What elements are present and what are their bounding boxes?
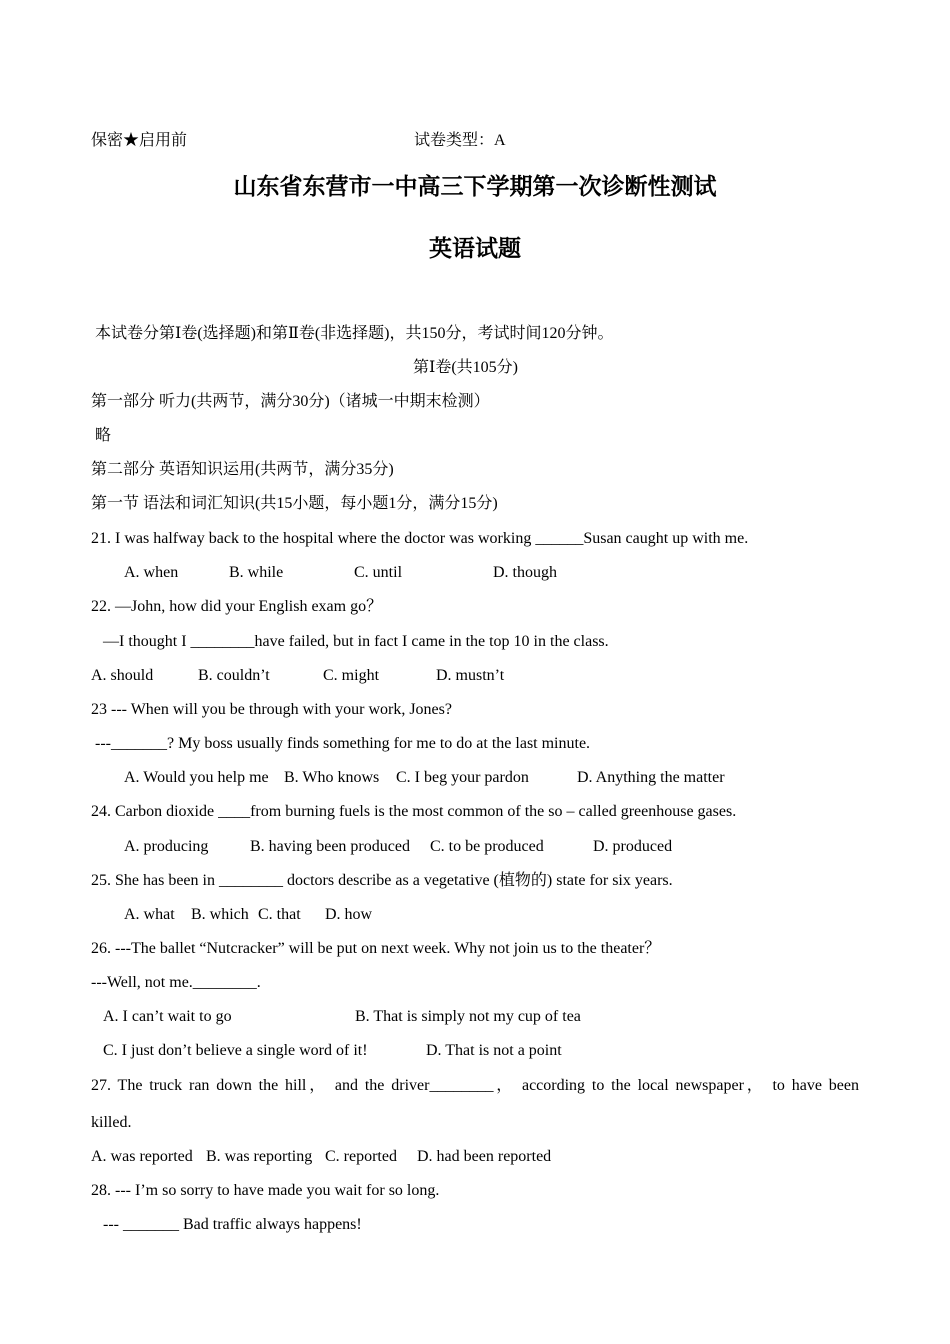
q22-option-a: A. should <box>91 667 154 684</box>
question-22-response: —I thought I ________have failed, but in fact I came in the top 10 in the class. <box>103 633 609 650</box>
part1-heading: 第一部分 听力(共两节，满分30分)（诸城一中期末检测） <box>91 393 490 410</box>
page-subtitle: 英语试题 <box>429 236 521 262</box>
question-25-stem: 25. She has been in ________ doctors describe as a vegetative (植物的) state for six years. <box>91 872 673 889</box>
q23-option-d: D. Anything the matter <box>577 769 725 786</box>
q27-option-a: A. was reported <box>91 1148 193 1165</box>
q23-option-c: C. I beg your pardon <box>396 769 529 786</box>
q27-option-d: D. had been reported <box>417 1148 552 1165</box>
q25-option-d: D. how <box>325 906 373 923</box>
paper-type-label: 试卷类型：A <box>414 132 506 149</box>
section1-heading: 第一节 语法和词汇知识(共15小题，每小题1分，满分15分) <box>91 495 498 512</box>
q25-option-a: A. what <box>124 906 175 923</box>
q26-option-b: B. That is simply not my cup of tea <box>355 1008 581 1025</box>
exam-note: 本试卷分第Ⅰ卷(选择题)和第Ⅱ卷(非选择题)，共150分，考试时间120分钟。 <box>95 325 614 342</box>
part1-note: 略 <box>95 427 112 444</box>
volume-heading: 第Ⅰ卷(共105分) <box>413 359 518 376</box>
question-28-stem: 28. --- I’m so sorry to have made you wait for so long. <box>91 1182 440 1199</box>
question-27-stem-continued: killed. <box>91 1114 132 1131</box>
q22-option-b: B. couldn’t <box>198 667 270 684</box>
q25-option-c: C. that <box>258 906 301 923</box>
question-27-stem: 27. The truck ran down the hill， and the driver________， according to the local newspaper， to have been <box>91 1077 859 1094</box>
q25-option-b: B. which <box>191 906 249 923</box>
question-24-stem: 24. Carbon dioxide ____from burning fuels is the most common of the so – called greenhouse gases. <box>91 803 737 820</box>
q26-option-a: A. I can’t wait to go <box>103 1008 232 1025</box>
question-23-stem: 23 --- When will you be through with your work, Jones? <box>91 701 452 718</box>
question-22-stem: 22. —John, how did your English exam go？ <box>91 598 383 615</box>
q27-option-c: C. reported <box>325 1148 397 1165</box>
q21-option-d: D. though <box>493 564 557 581</box>
question-21-stem: 21. I was halfway back to the hospital where the doctor was working ______Susan caught up with me. <box>91 530 749 547</box>
q24-option-d: D. produced <box>593 838 673 855</box>
q22-option-d: D. mustn’t <box>436 667 505 684</box>
page-title: 山东省东营市一中高三下学期第一次诊断性测试 <box>233 174 717 200</box>
q21-option-a: A. when <box>124 564 179 581</box>
question-26-stem: 26. ---The ballet “Nutcracker” will be put on next week. Why not join us to the theater？ <box>91 940 661 957</box>
q21-option-b: B. while <box>229 564 284 581</box>
q26-option-d: D. That is not a point <box>426 1042 562 1059</box>
question-23-response: ---_______? My boss usually finds something for me to do at the last minute. <box>95 735 591 752</box>
question-28-response: --- _______ Bad traffic always happens! <box>103 1216 362 1233</box>
question-26-response: ---Well, not me.________. <box>91 974 261 991</box>
q26-option-c: C. I just don’t believe a single word of it! <box>103 1042 368 1059</box>
q24-option-c: C. to be produced <box>430 838 544 855</box>
q23-option-a: A. Would you help me <box>124 769 269 786</box>
q23-option-b: B. Who knows <box>284 769 380 786</box>
q24-option-b: B. having been produced <box>250 838 410 855</box>
q27-option-b: B. was reporting <box>206 1148 313 1165</box>
q24-option-a: A. producing <box>124 838 209 855</box>
q22-option-c: C. might <box>323 667 380 684</box>
part2-heading: 第二部分 英语知识运用(共两节，满分35分) <box>91 461 394 478</box>
q21-option-c: C. until <box>354 564 403 581</box>
confidential-label: 保密★启用前 <box>91 132 188 149</box>
